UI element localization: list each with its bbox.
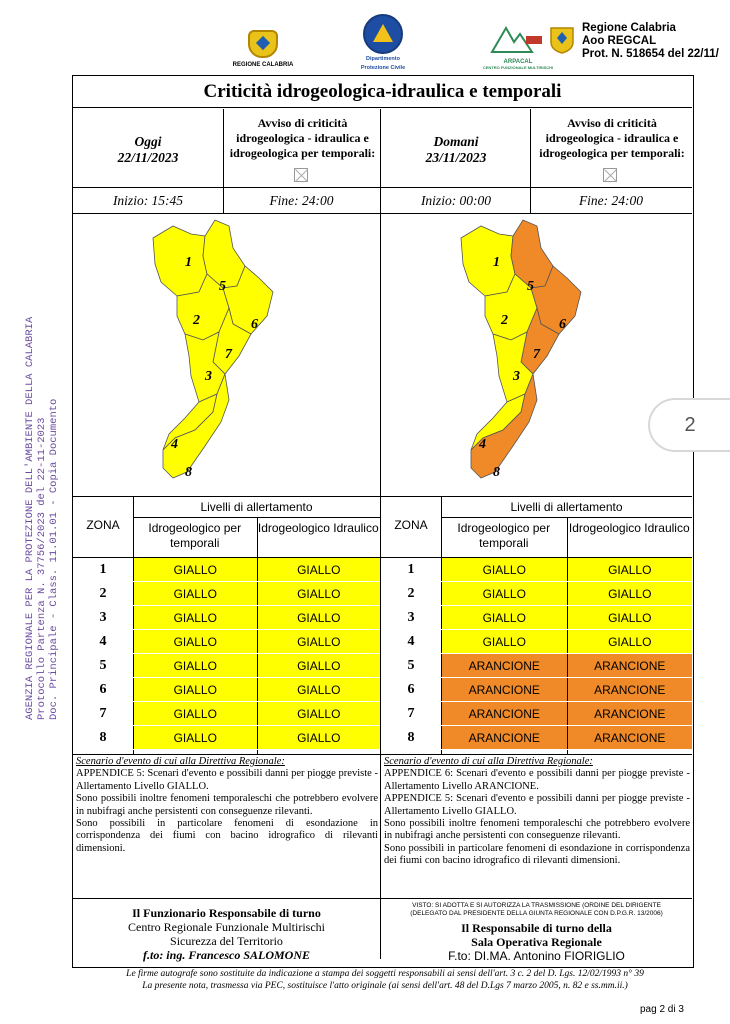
- sig-left-name: f.to: ing. Francesco SALOMONE: [142, 948, 310, 962]
- map-label-7: 7: [225, 347, 232, 362]
- alert-level-cell: GIALLO: [134, 582, 257, 606]
- alert-level-cell: GIALLO: [258, 606, 381, 630]
- center-divider: [380, 109, 381, 959]
- scenario-today-line: Sono possibili inoltre fenomeni temporaleschi che potrebbero evolvere in nubifragi anche persistenti con conseguenze rilevanti.: [76, 793, 378, 817]
- alert-level-cell: GIALLO: [134, 558, 257, 582]
- sig-right-visto: VISTO: SI ADOTTA E SI AUTORIZZA LA TRASMISSIONE (ORDINE DEL DIRIGENTE (DELEGATO DAL PRESIDENTE DELLA GIUNTA REGIONALE CON D.P.G.R. 13/2006): [410, 902, 663, 917]
- alert-level-cell: ARANCIONE: [442, 702, 567, 726]
- zone-number: 6: [407, 682, 415, 697]
- zone-number: 7: [99, 706, 107, 721]
- stamp-line-2: Protocollo Partenza N. 37756/2023 del 22-11-2023: [36, 417, 48, 720]
- map-label-5: 5: [219, 279, 226, 294]
- col-idraulico-header: Idrogeologico Idraulico: [568, 521, 690, 535]
- alert-level-cell: GIALLO: [258, 726, 381, 750]
- sig-right-name: F.to: DI.MA. Antonino FIORIGLIO: [448, 949, 625, 963]
- zone-number: 1: [99, 562, 107, 577]
- page-indicator-badge[interactable]: 2: [648, 398, 730, 452]
- alert-level-cell: ARANCIONE: [568, 726, 693, 750]
- zone-number: 4: [99, 634, 107, 649]
- today-zone-map: [133, 216, 333, 496]
- scenario-tomorrow-line: Sono possibili in particolare fenomeni di esondazione in corrispondenza dei fiumi con bacino idrografico di rilevanti dimensioni.: [384, 842, 690, 867]
- zone-number: 1: [407, 562, 415, 577]
- alert-level-cell: GIALLO: [134, 678, 257, 702]
- map-label-5: 5: [527, 279, 534, 294]
- zone-number: 2: [407, 586, 415, 601]
- tomorrow-date: 23/11/2023: [425, 150, 487, 165]
- alert-level-cell: GIALLO: [134, 606, 257, 630]
- zona-header: ZONA: [86, 518, 120, 532]
- arpacal-logo: ARPACAL CENTRO FUNZIONALE MULTIRISCHI: [478, 24, 558, 70]
- map-label-2: 2: [193, 313, 200, 328]
- protezione-civile-icon: [363, 14, 403, 54]
- tomorrow-avviso-checkbox: [603, 168, 617, 182]
- alert-level-cell: ARANCIONE: [568, 654, 693, 678]
- tomorrow-label: Domani: [433, 134, 479, 149]
- regione-crest-icon: [248, 30, 278, 58]
- alert-level-cell: GIALLO: [258, 702, 381, 726]
- sig-right-room: Sala Operativa Regionale: [471, 935, 602, 949]
- alert-level-cell: GIALLO: [442, 558, 567, 582]
- today-avviso: Avviso di criticità idrogeologica - idraulica e idrogeologica per temporali:: [229, 116, 376, 160]
- signature-left: [73, 906, 380, 962]
- tomorrow-fine: Fine: 24:00: [578, 193, 644, 208]
- map-label-6: 6: [559, 317, 566, 332]
- zone-number: 5: [407, 658, 415, 673]
- scenario-today: [76, 756, 378, 855]
- col-idraulico-header: Idrogeologico Idraulico: [257, 521, 379, 535]
- zone-number: 8: [99, 730, 107, 745]
- zone-1-area: [153, 226, 207, 296]
- alert-level-cell: GIALLO: [258, 678, 381, 702]
- zone-number: 2: [99, 586, 107, 601]
- map-label-2: 2: [501, 313, 508, 328]
- regione-calabria-logo: REGIONE CALABRIA: [228, 30, 298, 68]
- footnote-signatures: Le firme autografe sono sostituite da indicazione a stampa dei soggetti responsabili ai sensi dell'art. 3 c. 2 del D. Lgs. 12/02/1993 n° 39: [126, 969, 644, 979]
- scenario-tomorrow-line: APPENDICE 6: Scenari d'evento e possibili danni per piogge previste - Allertamento Livello ARANCIONE.: [384, 768, 690, 792]
- sig-left-center: Centro Regionale Funzionale Multirischi: [128, 920, 325, 934]
- scenario-tomorrow-title: Scenario d'evento di cui alla Direttiva Regionale:: [384, 756, 593, 767]
- alert-level-cell: GIALLO: [442, 582, 567, 606]
- zone-number: 7: [407, 706, 415, 721]
- alert-level-cell: ARANCIONE: [442, 654, 567, 678]
- tomorrow-zone-map: [441, 216, 641, 496]
- alert-level-cell: GIALLO: [568, 558, 693, 582]
- bulletin-title: Criticità idrogeologica-idraulica e temporali: [73, 76, 692, 108]
- alert-level-cell: GIALLO: [568, 606, 693, 630]
- regione-crest-icon: [548, 26, 576, 54]
- protocol-line-3: Prot. N. 518654 del 22/11/: [582, 48, 719, 60]
- alert-level-cell: GIALLO: [568, 582, 693, 606]
- sig-right-role: Il Responsabile di turno della: [461, 921, 612, 935]
- alert-level-cell: GIALLO: [258, 654, 381, 678]
- col-temporali-header: Idrogeologico per temporali: [148, 521, 242, 550]
- alert-level-cell: ARANCIONE: [568, 678, 693, 702]
- zone-number: 4: [407, 634, 415, 649]
- stamp-line-1: AGENZIA REGIONALE PER LA PROTEZIONE DELL'AMBIENTE DELLA CALABRIA: [24, 316, 36, 720]
- alert-level-cell: GIALLO: [134, 726, 257, 750]
- livelli-header: Livelli di allertamento: [200, 500, 313, 514]
- alert-level-cell: GIALLO: [442, 606, 567, 630]
- bulletin-frame: [72, 75, 694, 968]
- alert-level-cell: GIALLO: [134, 702, 257, 726]
- alert-level-cell: GIALLO: [258, 558, 381, 582]
- map-label-3: 3: [205, 369, 212, 384]
- today-label: Oggi: [134, 134, 162, 149]
- alert-level-cell: GIALLO: [134, 630, 257, 654]
- footnote-pec: La presente nota, trasmessa via PEC, sostituisce l'atto originale (ai sensi dell'art. 48 del D.Lgs 7 marzo 2005, n. 82 e ss.mm.ii.): [142, 981, 628, 991]
- alert-level-cell: ARANCIONE: [442, 678, 567, 702]
- zone-number: 6: [99, 682, 107, 697]
- tomorrow-avviso: Avviso di criticità idrogeologica - idraulica e idrogeologica per temporali:: [539, 116, 685, 160]
- map-label-6: 6: [251, 317, 258, 332]
- protezione-civile-logo: [348, 14, 418, 72]
- map-label-1: 1: [493, 255, 500, 270]
- scenario-today-line: Sono possibili in particolare fenomeni di esondazione in corrispondenza dei fiumi con bacino idrografico di rilevanti dimensioni.: [76, 818, 378, 854]
- scenario-today-title: Scenario d'evento di cui alla Direttiva Regionale:: [76, 756, 285, 767]
- protocol-line-1: Regione Calabria: [582, 22, 676, 34]
- pc-label-1: Dipartimento: [366, 56, 400, 62]
- alert-level-cell: GIALLO: [258, 630, 381, 654]
- zone-1-area: [461, 226, 515, 296]
- scenario-tomorrow-line: Sono possibili inoltre fenomeni temporaleschi che potrebbero evolvere in nubifragi anche persistenti con conseguenze rilevanti.: [384, 818, 690, 842]
- zone-number: 5: [99, 658, 107, 673]
- today-inizio: Inizio: 15:45: [112, 193, 184, 208]
- scenario-tomorrow: [384, 756, 690, 868]
- protocol-line-2: Aoo REGCAL: [582, 35, 657, 47]
- alert-level-cell: ARANCIONE: [442, 726, 567, 750]
- map-label-7: 7: [533, 347, 540, 362]
- page-footer: pag 2 di 3: [640, 1004, 684, 1015]
- alert-level-cell: GIALLO: [568, 630, 693, 654]
- zone-number: 3: [99, 610, 107, 625]
- pc-label-2: Protezione Civile: [360, 65, 406, 71]
- today-fine: Fine: 24:00: [269, 193, 334, 208]
- map-label-3: 3: [513, 369, 520, 384]
- col-temporali-header: Idrogeologico per temporali: [457, 521, 551, 550]
- map-label-8: 8: [185, 465, 192, 480]
- signature-right: [381, 921, 692, 963]
- scenario-tomorrow-line: APPENDICE 5: Scenari d'evento e possibili danni per piogge previste - Allertamento Livello GIALLO.: [384, 793, 690, 817]
- sig-left-role: Il Funzionario Responsabile di turno: [132, 906, 321, 920]
- map-label-4: 4: [171, 437, 178, 452]
- livelli-header: Livelli di allertamento: [510, 500, 623, 514]
- stamp-line-3: Doc. Principale - Class. 11.01.01 - Copia Documento: [48, 398, 60, 720]
- tomorrow-inizio: Inizio: 00:00: [420, 193, 492, 208]
- map-label-8: 8: [493, 465, 500, 480]
- today-date: 22/11/2023: [117, 150, 179, 165]
- today-avviso-checkbox: [294, 168, 308, 182]
- alert-level-cell: GIALLO: [258, 582, 381, 606]
- map-label-4: 4: [479, 437, 486, 452]
- alert-level-cell: ARANCIONE: [568, 702, 693, 726]
- map-label-1: 1: [185, 255, 192, 270]
- alert-level-cell: GIALLO: [442, 630, 567, 654]
- zone-number: 3: [407, 610, 415, 625]
- sig-left-dept: Sicurezza del Territorio: [170, 934, 283, 948]
- alert-level-cell: GIALLO: [134, 654, 257, 678]
- zona-header: ZONA: [394, 518, 428, 532]
- scenario-today-line: APPENDICE 5: Scenari d'evento e possibili danni per piogge previste - Allertamento Livello GIALLO.: [76, 768, 378, 792]
- arpacal-mountain-icon: [488, 24, 548, 54]
- zone-number: 8: [407, 730, 415, 745]
